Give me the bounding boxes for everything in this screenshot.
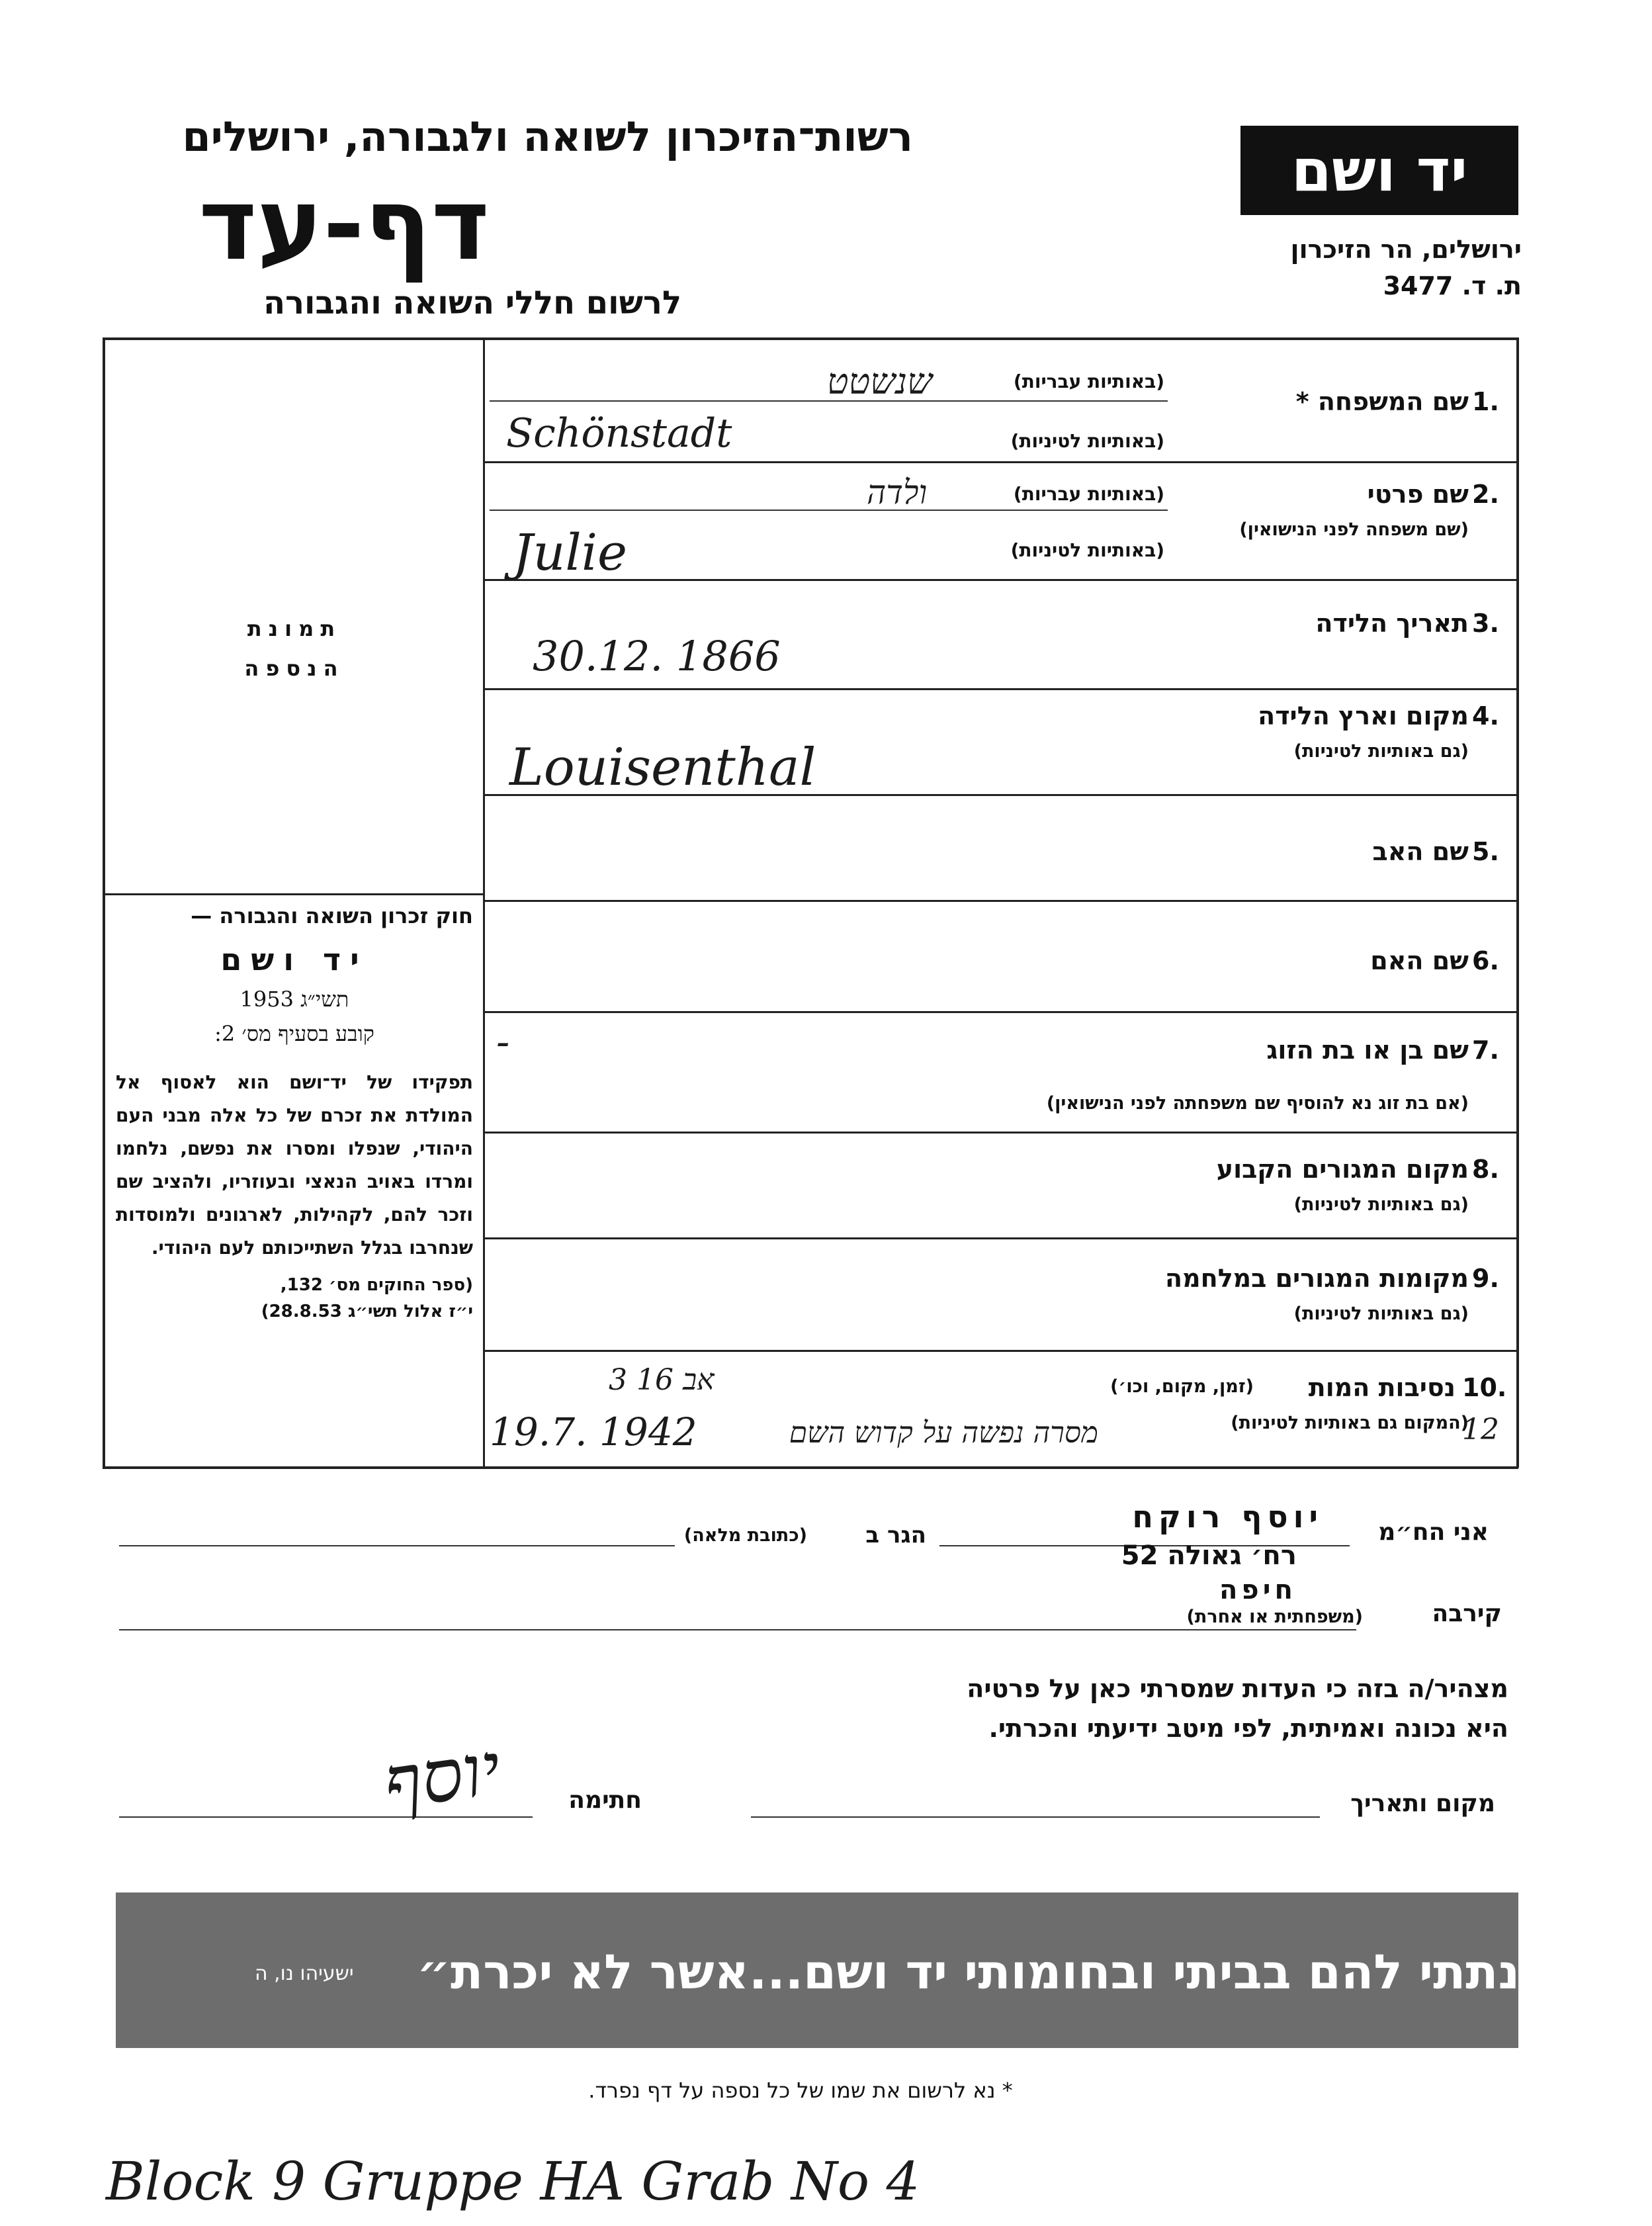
field-3-value[interactable]: 30.12. 1866	[533, 632, 781, 680]
field-2-sublabel: (שם משפחה לפני הנישואין)	[1239, 519, 1469, 540]
field-10-label-hint: (זמן, מקום, וכו׳)	[1110, 1376, 1254, 1397]
field-10-number: 10.	[1462, 1373, 1507, 1402]
form-left-border	[103, 337, 105, 1468]
declarant-address-hint: (כתובת מלאה)	[683, 1525, 807, 1546]
address-line: ירושלים, הר הזיכרון	[1290, 235, 1522, 264]
field-6-label: שם האם	[1370, 946, 1469, 975]
field-2-hebrew-hint: (באותיות עבריות)	[1013, 483, 1164, 505]
field-10-hebrew-value[interactable]: מסרה נפשה על קדוש השם	[789, 1416, 1098, 1450]
law-heading: חוק זכרון השואה והגבורה —	[191, 903, 473, 928]
declarant-address-line	[119, 1545, 675, 1546]
field-5-number: 5.	[1472, 837, 1499, 866]
signature-label: חתימה	[568, 1787, 642, 1814]
banner-quote: ״...ונתתי להם בביתי ובחומותי יד ושם...אשר לא יכרת״	[416, 1944, 1624, 2000]
field-2-latin-hint: (באותיות לטיניות)	[1010, 539, 1164, 561]
logo-text: יד ושם	[1291, 136, 1468, 204]
field-7-number: 7.	[1472, 1036, 1499, 1065]
field-7-value[interactable]: -	[496, 1019, 510, 1065]
field-7-sublabel: (אם בת זוג נא להוסיף שם משפחתה לפני הנישואין)	[1046, 1093, 1469, 1114]
field-1-latin-value[interactable]: Schönstadt	[506, 410, 732, 457]
field-1-label: שם המשפחה *	[1295, 387, 1469, 416]
photo-line-1: תמונת	[247, 616, 342, 641]
declaration-line-1: מצהיר/ה בזה כי העדות שמסרתי כאן על פרטיה	[967, 1674, 1508, 1703]
field-4-label: מקום וארץ הלידה	[1258, 701, 1469, 731]
row-divider	[483, 900, 1518, 902]
declarant-city[interactable]: חיפה	[1219, 1575, 1297, 1605]
field-1-hebrew-hint: (באותיות עבריות)	[1013, 371, 1164, 392]
photo-box-divider	[103, 893, 485, 895]
declarant-resides-label: הגר ב	[865, 1522, 926, 1548]
field-10-note-value[interactable]: 3 אב 16	[609, 1363, 715, 1397]
declarant-relation-label: קירבה	[1432, 1600, 1502, 1627]
field-9-sublabel: (גם באותיות לטיניות)	[1293, 1304, 1469, 1324]
field-2-latin-value[interactable]: Julie	[513, 523, 628, 582]
row-divider	[483, 688, 1518, 690]
row-divider	[483, 1132, 1518, 1134]
field-10-margin-value: 12	[1462, 1413, 1499, 1447]
field-10-sublabel: (המקום גם באותיות לטיניות)	[1231, 1413, 1469, 1433]
law-year: תשי״ג 1953	[239, 987, 349, 1012]
field-10-label: נסיבות המות	[1308, 1373, 1456, 1402]
field-1-hebrew-value[interactable]: שנשטט	[827, 361, 933, 402]
field-1-latin-hint: (באותיות לטיניות)	[1010, 430, 1164, 452]
column-divider	[483, 337, 485, 1468]
law-clause: קובע בסעיף מס׳ 2:	[214, 1021, 374, 1046]
field-3-label: תאריך הלידה	[1315, 609, 1469, 638]
row-divider	[483, 579, 1518, 581]
signature[interactable]: יוסף	[378, 1726, 506, 1826]
field-4-sublabel: (גם באותיות לטיניות)	[1293, 741, 1469, 762]
po-box: ת. ד. 3477	[1383, 271, 1522, 300]
form-top-border	[103, 337, 1518, 340]
authority-title: רשות־הזיכרון לשואה ולגבורה, ירושלים	[182, 112, 913, 161]
writing-line	[490, 510, 1168, 511]
signature-line	[119, 1816, 533, 1818]
law-source: (ספר החוקים מס׳ 132,	[280, 1275, 473, 1295]
form-right-border	[1516, 337, 1519, 1468]
banner-source: ישעיהו נו, ה	[255, 1962, 354, 1985]
field-9-number: 9.	[1472, 1264, 1499, 1293]
row-divider	[483, 1011, 1518, 1013]
row-divider	[483, 461, 1518, 463]
field-3-number: 3.	[1472, 609, 1499, 638]
photo-line-2: הנספה	[244, 656, 345, 681]
quote-banner	[116, 1892, 1624, 2048]
declarant-name[interactable]: יוסף רוקח	[1132, 1499, 1323, 1535]
declarant-relation-line	[119, 1629, 1356, 1630]
declarant-street[interactable]: רח׳ גאולה 52	[1121, 1540, 1297, 1571]
field-1-number: 1.	[1472, 387, 1499, 416]
footnote: * נא לרשום את שמו של כל נספה על דף נפרד.	[588, 2078, 1013, 2103]
row-divider	[483, 1237, 1518, 1239]
law-date: י״ז אלול תשי״ג 28.8.53)	[261, 1302, 473, 1321]
form-title: דף-עד	[198, 167, 490, 283]
field-10-date-value[interactable]: 19.7. 1942	[490, 1409, 697, 1454]
place-date-label: מקום ותאריך	[1350, 1790, 1495, 1817]
form-subtitle: לרשום חללי השואה והגבורה	[263, 285, 681, 322]
law-name: יד ושם	[220, 942, 369, 977]
photo-placeholder	[106, 609, 483, 688]
declaration-line-2: היא נכונה ואמיתית, לפי מיטב ידיעתי והכרתי.	[988, 1714, 1508, 1743]
form-bottom-border	[103, 1466, 1518, 1469]
field-8-sublabel: (גם באותיות לטיניות)	[1293, 1194, 1469, 1215]
law-box	[116, 903, 473, 1321]
field-2-label: שם פרטי	[1367, 480, 1469, 509]
field-7-label: שם בן או בת הזוג	[1266, 1036, 1469, 1065]
law-body: תפקידו של יד־ושם הוא לאסוף אל המולדת את זכרם של כל אלה מבני העם היהודי, שנפלו ומסרו את נפשם, נלחמו ומרדו באויב הנאצי ובעוזריו, ולהציב שם וזכר להם, לקהילות, לארגונים ולמוסדות שנחרבו בגלל השתייכותם לעם היהודי.	[116, 1071, 473, 1259]
yad-vashem-logo	[1240, 126, 1518, 215]
declarant-i-label: אני הח״מ	[1378, 1519, 1489, 1546]
field-2-number: 2.	[1472, 480, 1499, 509]
declarant-relation-hint: (משפחתית או אחרת)	[1186, 1607, 1363, 1627]
field-2-hebrew-value[interactable]: ולדה	[867, 473, 928, 512]
field-4-number: 4.	[1472, 701, 1499, 731]
field-9-label: מקומות המגורים במלחמה	[1164, 1264, 1469, 1293]
field-5-label: שם האב	[1372, 837, 1469, 866]
field-8-label: מקום המגורים הקבוע	[1216, 1155, 1469, 1184]
place-date-line	[751, 1816, 1320, 1818]
field-4-value[interactable]: Louisenthal	[509, 738, 816, 797]
handwritten-note: Block 9 Gruppe HA Grab No 4	[106, 2151, 920, 2212]
row-divider	[483, 1350, 1518, 1352]
field-6-number: 6.	[1472, 946, 1499, 975]
field-8-number: 8.	[1472, 1155, 1499, 1184]
